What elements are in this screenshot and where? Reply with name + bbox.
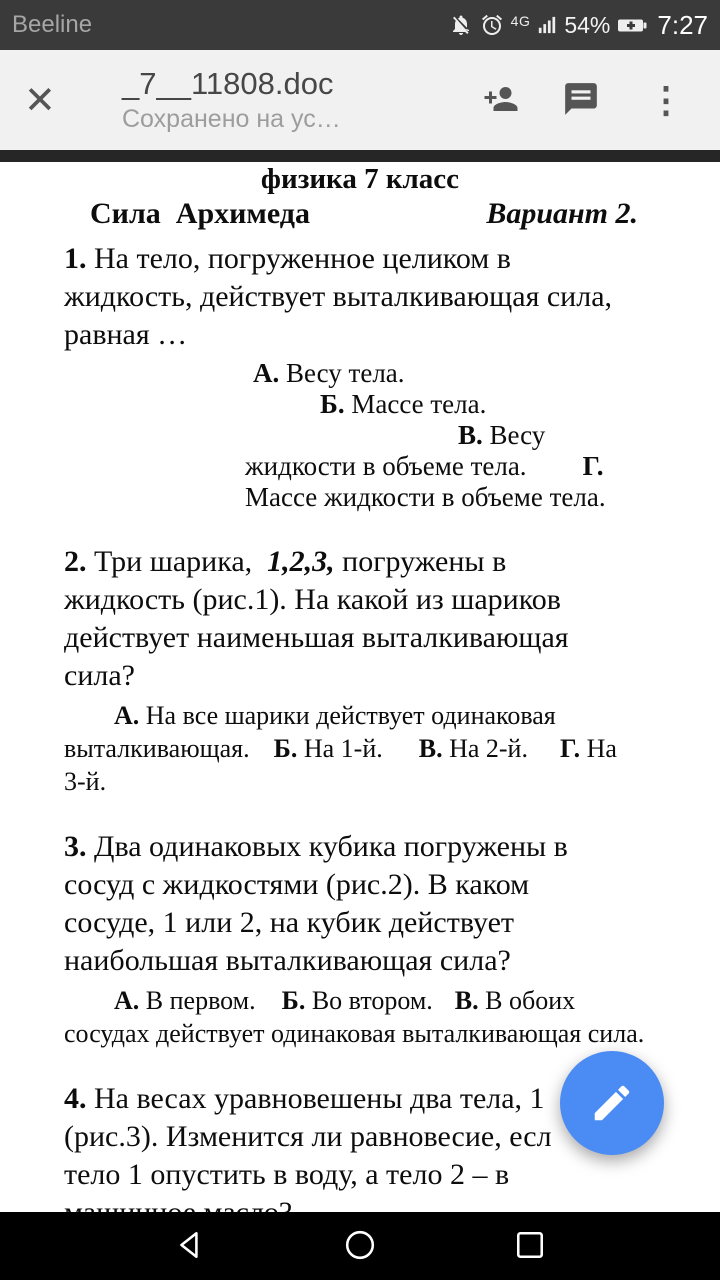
text-segment: На 1-й. — [297, 734, 383, 763]
document-canvas-edge — [0, 150, 720, 162]
option-letter: Б. — [281, 986, 306, 1015]
text-segment: Массе тела. — [344, 389, 487, 419]
text-segment: сосудах действует одинаковая выталкивающая сила. — [64, 1019, 645, 1048]
answer-option — [64, 358, 656, 389]
question-2-answers — [64, 699, 656, 798]
answer-option — [64, 420, 656, 451]
text-segment: Два одинаковых кубика погружены в — [86, 830, 568, 863]
answer-option — [64, 699, 656, 732]
app-header — [0, 50, 720, 150]
question-number: 2. — [64, 545, 87, 578]
text-segment: Массе жидкости в объеме тела. — [245, 482, 606, 512]
doc-line — [64, 278, 656, 316]
option-letter: А. — [114, 701, 140, 730]
text-segment: равная … — [64, 318, 188, 351]
question-1 — [64, 240, 656, 354]
doc-line — [64, 581, 656, 619]
doc-line — [64, 828, 656, 866]
option-letter: Г. — [559, 734, 581, 763]
text-segment: жидкости в объеме тела. — [245, 451, 527, 481]
person-add-icon — [480, 81, 522, 117]
doc-subheading-row — [64, 196, 656, 232]
alarm-icon — [480, 13, 504, 37]
text-segment: В первом. — [139, 986, 256, 1015]
text-segment: На тело, погруженное целиком в — [86, 242, 511, 275]
doc-topic: Сила Архимеда — [90, 197, 310, 230]
answer-option — [64, 732, 656, 765]
question-1-answers — [64, 358, 656, 513]
close-button[interactable] — [24, 78, 80, 123]
text-segment: действует наименьшая выталкивающая — [64, 621, 569, 654]
text-segment: В обоих — [478, 986, 576, 1015]
answer-option — [64, 1017, 656, 1050]
doc-line — [64, 942, 656, 980]
text-segment: наибольшая выталкивающая сила? — [64, 944, 511, 977]
answer-option — [64, 389, 656, 420]
question-3-answers — [64, 984, 656, 1050]
question-number: 1. — [64, 242, 87, 275]
text-segment: 3-й. — [64, 767, 107, 796]
signal-bars-icon — [537, 14, 557, 36]
text-segment-emphasis: 1,2,3, — [267, 545, 335, 578]
answer-option — [64, 765, 656, 798]
text-segment: (рис.3). Изменится ли равновесие, есл — [64, 1120, 552, 1153]
navigation-bar — [0, 1212, 720, 1280]
pencil-icon — [589, 1080, 635, 1126]
answer-option — [64, 451, 656, 482]
option-letter: А. — [114, 986, 140, 1015]
text-segment: Во втором. — [305, 986, 433, 1015]
battery-percent-label: 54% — [564, 11, 611, 38]
text-segment: сила? — [64, 659, 135, 692]
recents-button[interactable] — [500, 1221, 560, 1272]
question-2 — [64, 543, 656, 695]
option-letter: Б. — [320, 389, 345, 419]
text-segment: Три шарика, — [86, 545, 268, 578]
home-icon — [344, 1229, 376, 1261]
option-letter: В. — [418, 734, 443, 763]
doc-line — [64, 904, 656, 942]
close-icon: ✕ — [24, 79, 56, 122]
text-segment: На 2-й. — [442, 734, 528, 763]
question-number: 3. — [64, 830, 87, 863]
doc-line — [64, 619, 656, 657]
text-segment: погружены в — [334, 545, 507, 578]
text-segment: жидкость (рис.1). На какой из шариков — [64, 583, 561, 616]
home-button[interactable] — [330, 1221, 390, 1272]
option-letter: В. — [458, 420, 483, 450]
save-status-label: Сохранено на ус… — [122, 105, 341, 133]
text-segment: сосуд с жидкостями (рис.2). В каком — [64, 868, 530, 901]
mute-icon — [449, 13, 473, 37]
answer-option — [64, 984, 656, 1017]
recents-icon — [514, 1229, 546, 1261]
text-segment: жидкость, действует выталкивающая сила, — [64, 280, 613, 313]
doc-heading: физика 7 класс — [260, 163, 460, 195]
text-segment: тело 1 опустить в воду, а тело 2 – в — [64, 1158, 510, 1191]
clock-label: 7:27 — [657, 9, 708, 40]
doc-line — [64, 866, 656, 904]
option-letter: А. — [253, 358, 280, 388]
battery-icon — [617, 17, 647, 34]
text-segment: Весу тела. — [279, 358, 405, 388]
edit-fab[interactable] — [560, 1051, 664, 1155]
document-title-block — [122, 66, 480, 134]
doc-variant: Вариант 2. — [486, 197, 638, 230]
header-actions — [480, 80, 696, 121]
status-icons — [449, 10, 708, 41]
text-segment: На все шарики действует одинаковая — [139, 701, 556, 730]
answer-option — [64, 482, 656, 513]
doc-line — [64, 657, 656, 695]
doc-line — [64, 543, 656, 581]
doc-line — [64, 1156, 656, 1194]
question-number: 4. — [64, 1082, 87, 1115]
status-bar — [0, 0, 720, 50]
doc-line — [64, 316, 656, 354]
doc-line — [64, 240, 656, 278]
text-segment: На — [580, 734, 617, 763]
comments-button[interactable] — [562, 80, 600, 121]
text-segment: сосуде, 1 или 2, на кубик действует — [64, 906, 514, 939]
option-letter: Г. — [582, 451, 604, 481]
option-letter: В. — [454, 986, 479, 1015]
option-letter: Б. — [273, 734, 298, 763]
add-people-button[interactable] — [480, 81, 522, 120]
back-icon — [174, 1229, 206, 1261]
text-segment: На весах уравновешены два тела, 1 — [86, 1082, 545, 1115]
network-type-label: 4G — [510, 13, 531, 29]
comment-icon — [562, 80, 600, 118]
overflow-menu-button[interactable] — [640, 79, 692, 120]
back-button[interactable] — [160, 1221, 220, 1272]
carrier-label: Beeline — [12, 11, 93, 38]
document-title: _7__11808.doc — [122, 66, 334, 101]
more-vert-icon: ⋮ — [648, 79, 684, 120]
question-3 — [64, 828, 656, 980]
text-segment: выталкивающая. — [64, 734, 250, 763]
text-segment: Весу — [482, 420, 546, 450]
